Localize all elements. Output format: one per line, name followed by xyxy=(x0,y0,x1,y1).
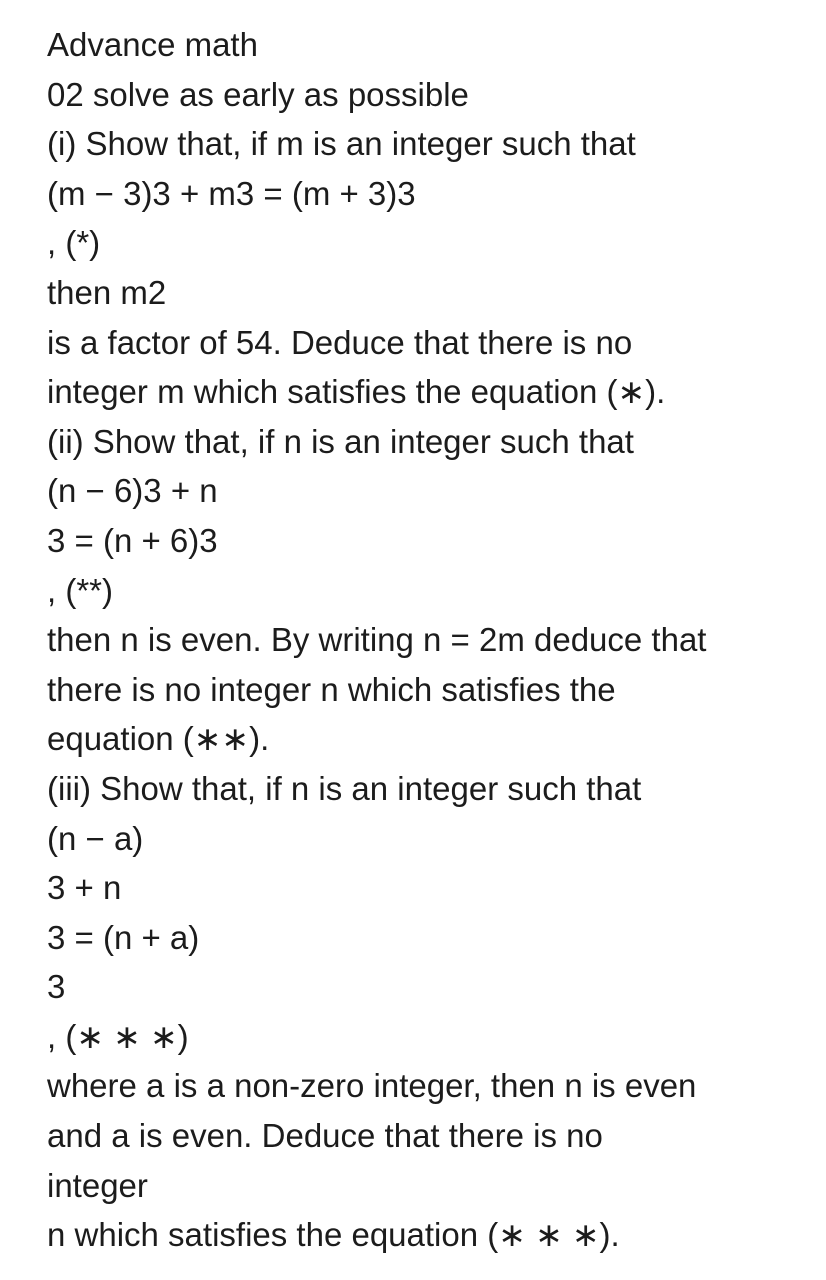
doc-title: Advance math xyxy=(47,26,258,63)
text-line: equation (∗∗). xyxy=(47,720,270,758)
instruction-line: 02 solve as early as possible xyxy=(47,75,469,113)
equation-line: 3 xyxy=(47,968,66,1006)
part-i-line: (i) Show that, if m is an integer such that xyxy=(47,125,636,163)
equation-label-line: , (*) xyxy=(47,224,101,262)
part-iii-line: (iii) Show that, if n is an integer such that xyxy=(47,769,642,807)
text-line: integer xyxy=(47,1166,148,1204)
text-line: is a factor of 54. Deduce that there is no xyxy=(47,323,633,361)
equation-line: (m − 3)3 + m3 = (m + 3)3 xyxy=(47,174,416,212)
text-line: integer m which satisfies the equation (∗). xyxy=(47,373,666,411)
problem-text xyxy=(47,20,807,1260)
equation-label-line: , (**) xyxy=(47,571,113,609)
equation-label-line: , (∗ ∗ ∗) xyxy=(47,1017,189,1055)
text-line: then n is even. By writing n = 2m deduce that xyxy=(47,621,707,659)
text-line: where a is a non-zero integer, then n is even xyxy=(47,1067,697,1105)
equation-line: 3 = (n + 6)3 xyxy=(47,521,218,559)
part-ii-line: (ii) Show that, if n is an integer such that xyxy=(47,422,634,460)
equation-line: (n − 6)3 + n xyxy=(47,472,218,510)
text-line: and a is even. Deduce that there is no xyxy=(47,1117,603,1155)
text-line: n which satisfies the equation (∗ ∗ ∗). xyxy=(47,1216,620,1254)
equation-line: (n − a) xyxy=(47,819,144,857)
text-line: then m2 xyxy=(47,273,167,311)
equation-line: 3 + n xyxy=(47,869,122,907)
equation-line: 3 = (n + a) xyxy=(47,918,200,956)
text-line: there is no integer n which satisfies the xyxy=(47,670,616,708)
